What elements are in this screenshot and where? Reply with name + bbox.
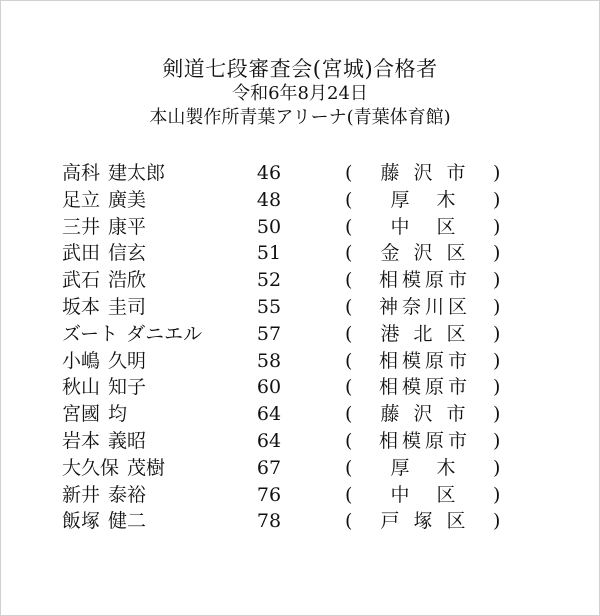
close-paren: ) xyxy=(493,215,501,238)
passer-name xyxy=(62,267,146,294)
passer-name xyxy=(62,508,146,535)
close-paren: ) xyxy=(493,162,501,184)
given-name: 廣美 xyxy=(108,188,147,211)
passer-name xyxy=(62,321,202,348)
open-paren: ( xyxy=(345,269,353,292)
passer-name xyxy=(62,240,146,267)
exam-venue: 本山製作所青葉アリーナ(青葉体育館) xyxy=(149,107,451,128)
passer-age: 60 xyxy=(256,376,282,399)
passer-city: 神奈川区 xyxy=(378,295,471,318)
passer-city: 相模原市 xyxy=(378,376,471,399)
open-paren: ( xyxy=(345,483,353,506)
passer-city: 藤 沢 市 xyxy=(380,162,470,184)
given-name: 久明 xyxy=(108,349,147,372)
passer-age: 50 xyxy=(256,215,282,238)
close-paren: ) xyxy=(493,376,501,399)
family-name: 小嶋 xyxy=(62,349,101,372)
passer-age: 76 xyxy=(256,483,282,506)
passer-name xyxy=(62,294,146,321)
family-name: 武石 xyxy=(62,269,101,292)
given-name: 健二 xyxy=(108,510,147,533)
passer-age: 55 xyxy=(256,295,282,318)
passer-name xyxy=(62,428,146,455)
open-paren: ( xyxy=(345,295,353,318)
given-name: 建太郎 xyxy=(108,162,166,184)
passer-age: 67 xyxy=(256,456,282,479)
close-paren: ) xyxy=(493,295,501,318)
passer-age: 64 xyxy=(256,429,282,452)
close-paren: ) xyxy=(493,269,501,292)
passer-name xyxy=(62,187,146,214)
family-name: 足立 xyxy=(62,188,101,211)
open-paren: ( xyxy=(345,215,353,238)
passer-age: 48 xyxy=(256,188,282,211)
passer-city: 厚 木 xyxy=(390,456,460,479)
family-name: 坂本 xyxy=(62,295,101,318)
family-name: 大久保 xyxy=(62,456,120,479)
given-name: 泰裕 xyxy=(108,483,147,506)
document-title: 剣道七段審査会(宮城)合格者 xyxy=(162,57,438,81)
passer-city: 中 区 xyxy=(390,215,460,238)
open-paren: ( xyxy=(345,456,353,479)
passer-name xyxy=(62,374,146,401)
passer-name xyxy=(62,348,146,375)
passer-city: 戸 塚 区 xyxy=(380,510,470,533)
passer-name xyxy=(62,401,127,428)
passer-city: 中 区 xyxy=(390,483,460,506)
close-paren: ) xyxy=(493,322,501,345)
close-paren: ) xyxy=(493,429,501,452)
open-paren: ( xyxy=(345,403,353,426)
open-paren: ( xyxy=(345,429,353,452)
open-paren: ( xyxy=(345,349,353,372)
passer-age: 51 xyxy=(256,242,282,265)
open-paren: ( xyxy=(345,162,353,184)
close-paren: ) xyxy=(493,483,501,506)
exam-date: 令和6年8月24日 xyxy=(232,83,368,104)
passer-name xyxy=(62,482,146,509)
family-name: 岩本 xyxy=(62,429,101,452)
family-name: 新井 xyxy=(62,483,101,506)
given-name: 知子 xyxy=(108,376,147,399)
close-paren: ) xyxy=(493,403,501,426)
passer-age: 57 xyxy=(256,322,282,345)
given-name: 義昭 xyxy=(108,429,147,452)
passer-age: 78 xyxy=(256,510,282,533)
passer-city: 金 沢 区 xyxy=(380,242,470,265)
given-name: 均 xyxy=(108,403,128,426)
passer-city: 厚 木 xyxy=(390,188,460,211)
passer-age: 64 xyxy=(256,403,282,426)
close-paren: ) xyxy=(493,510,501,533)
family-name: 秋山 xyxy=(62,376,101,399)
passer-city: 相模原市 xyxy=(378,429,471,452)
given-name: 康平 xyxy=(108,215,147,238)
given-name: 浩欣 xyxy=(108,269,147,292)
passer-name xyxy=(62,455,165,482)
passer-city: 相模原市 xyxy=(378,349,471,372)
passer-city: 相模原市 xyxy=(378,269,471,292)
open-paren: ( xyxy=(345,510,353,533)
close-paren: ) xyxy=(493,188,501,211)
document-header xyxy=(0,56,600,130)
open-paren: ( xyxy=(345,188,353,211)
passer-city: 港 北 区 xyxy=(380,322,470,345)
open-paren: ( xyxy=(345,376,353,399)
family-name: 三井 xyxy=(62,215,101,238)
close-paren: ) xyxy=(493,349,501,372)
family-name: 高科 xyxy=(62,162,101,184)
given-name: 圭司 xyxy=(108,295,147,318)
passer-name xyxy=(62,214,146,241)
given-name: ダニエル xyxy=(126,322,203,345)
passer-name xyxy=(62,160,165,187)
family-name: 飯塚 xyxy=(62,510,101,533)
family-name: 武田 xyxy=(62,242,101,265)
passer-age: 52 xyxy=(256,269,282,292)
open-paren: ( xyxy=(345,322,353,345)
family-name: 宮國 xyxy=(62,403,101,426)
given-name: 信玄 xyxy=(108,242,147,265)
given-name: 茂樹 xyxy=(127,456,166,479)
close-paren: ) xyxy=(493,456,501,479)
open-paren: ( xyxy=(345,242,353,265)
passer-age: 58 xyxy=(256,349,282,372)
close-paren: ) xyxy=(493,242,501,265)
passer-city: 藤 沢 市 xyxy=(380,403,470,426)
family-name: ズート xyxy=(62,322,119,345)
passer-age: 46 xyxy=(256,162,282,184)
